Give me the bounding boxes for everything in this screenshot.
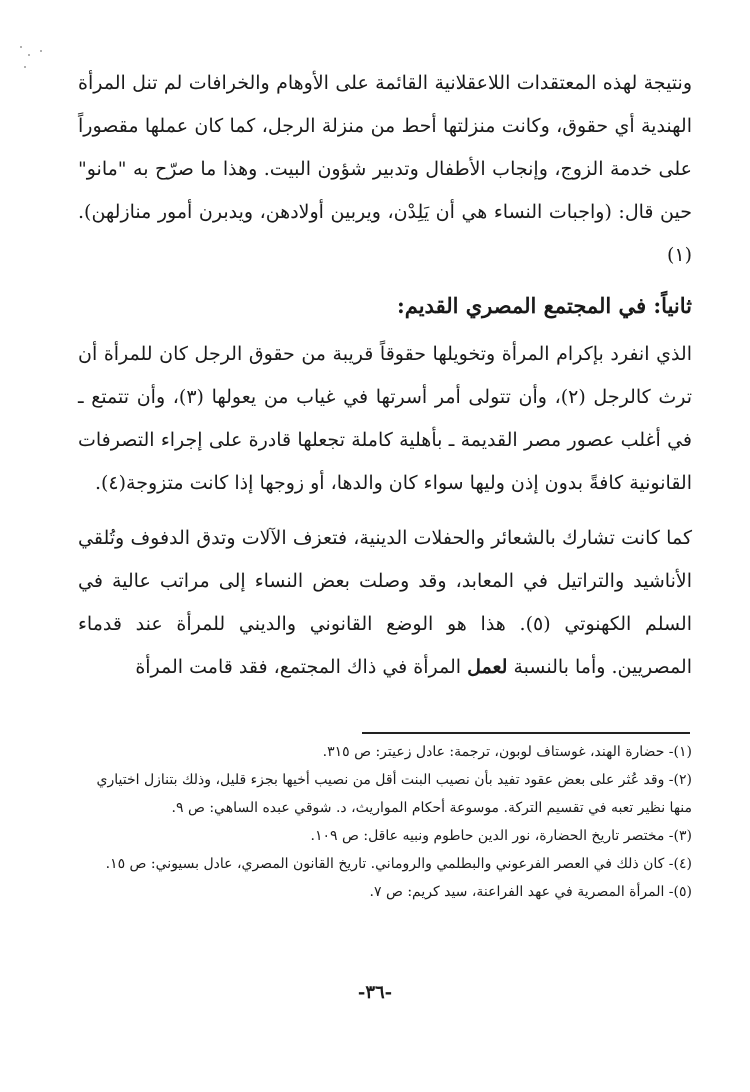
footnote-2: (٢)- وقد عُثر على بعض عقود تفيد بأن نصيب البنت أقل من نصيب أخيها بجزء قليل، وذلك بتنازل اختياري منها نظير تعبه في تقسيم التركة. موسوعة أحكام المواريث، د. شوقي عبده الساهي: ص ٩. xyxy=(96,772,692,816)
bold-keyword: لعمل xyxy=(467,656,508,678)
footnote-divider xyxy=(362,732,690,734)
footnote-5: (٥)- المرأة المصرية في عهد الفراعنة، سيد كريم: ص ٧. xyxy=(369,884,692,900)
paragraph-egypt-religion xyxy=(78,517,692,689)
section-heading-egypt: ثانياً: في المجتمع المصري القديم: xyxy=(396,293,692,318)
main-text xyxy=(78,62,692,689)
footnote-4: (٤)- كان ذلك في العصر الفرعوني والبطلمي والروماني. تاريخ القانون المصري، عادل بسيوني: ص ١٥. xyxy=(105,856,692,872)
footnotes xyxy=(72,738,692,906)
paragraph-text-part: كما كانت تشارك بالشعائر والحفلات الدينية، فتعزف الآلات وتدق الدفوف وتُلقي الأناشيد والتراتيل في المعابد، وقد وصلت بعض النساء إلى مراتب عالية في السلم الكهنوتي (٥). هذا هو الوضع القانوني والديني للمرأة عند قدماء المصريين. وأما بالنسبة xyxy=(78,527,692,678)
page-number: -٣٦- xyxy=(357,982,393,1003)
paragraph-text-part: المرأة في ذاك المجتمع، فقد قامت المرأة xyxy=(135,656,468,678)
scan-specks xyxy=(18,42,48,82)
footnote-3: (٣)- مختصر تاريخ الحضارة، نور الدين حاطوم ونبيه عاقل: ص ١٠٩. xyxy=(310,828,692,844)
paragraph-egypt-rights: الذي انفرد بإكرام المرأة وتخويلها حقوقاً قريبة من حقوق الرجل كان للمرأة أن ترث كالرجل (٢)، وأن تتولى أمر أسرتها في غياب من يعولها (٣)، وأن تتمتع ـ في أغلب عصور مصر القديمة ـ بأهلية كاملة تجعلها قادرة على إجراء التصرفات القانونية كافةً بدون إذن وليها سواء كان والدها، أو زوجها إذا كانت متزوجة(٤). xyxy=(78,343,692,494)
paragraph-india: ونتيجة لهذه المعتقدات اللاعقلانية القائمة على الأوهام والخرافات لم تنل المرأة الهندية أي حقوق، وكانت منزلتها أحط من منزلة الرجل، كما كان عملها مقصوراً على خدمة الزوج، وإنجاب الأطفال وتدبير شؤون البيت. وهذا ما صرّح به "مانو" حين قال: (واجبات النساء هي أن يَلِدْن، ويربين أولادهن، ويدبرن أمور منازلهن). (١) xyxy=(78,72,692,266)
footnote-1: (١)- حضارة الهند، غوستاف لوبون، ترجمة: عادل زعيتر: ص ٣١٥. xyxy=(322,744,692,760)
